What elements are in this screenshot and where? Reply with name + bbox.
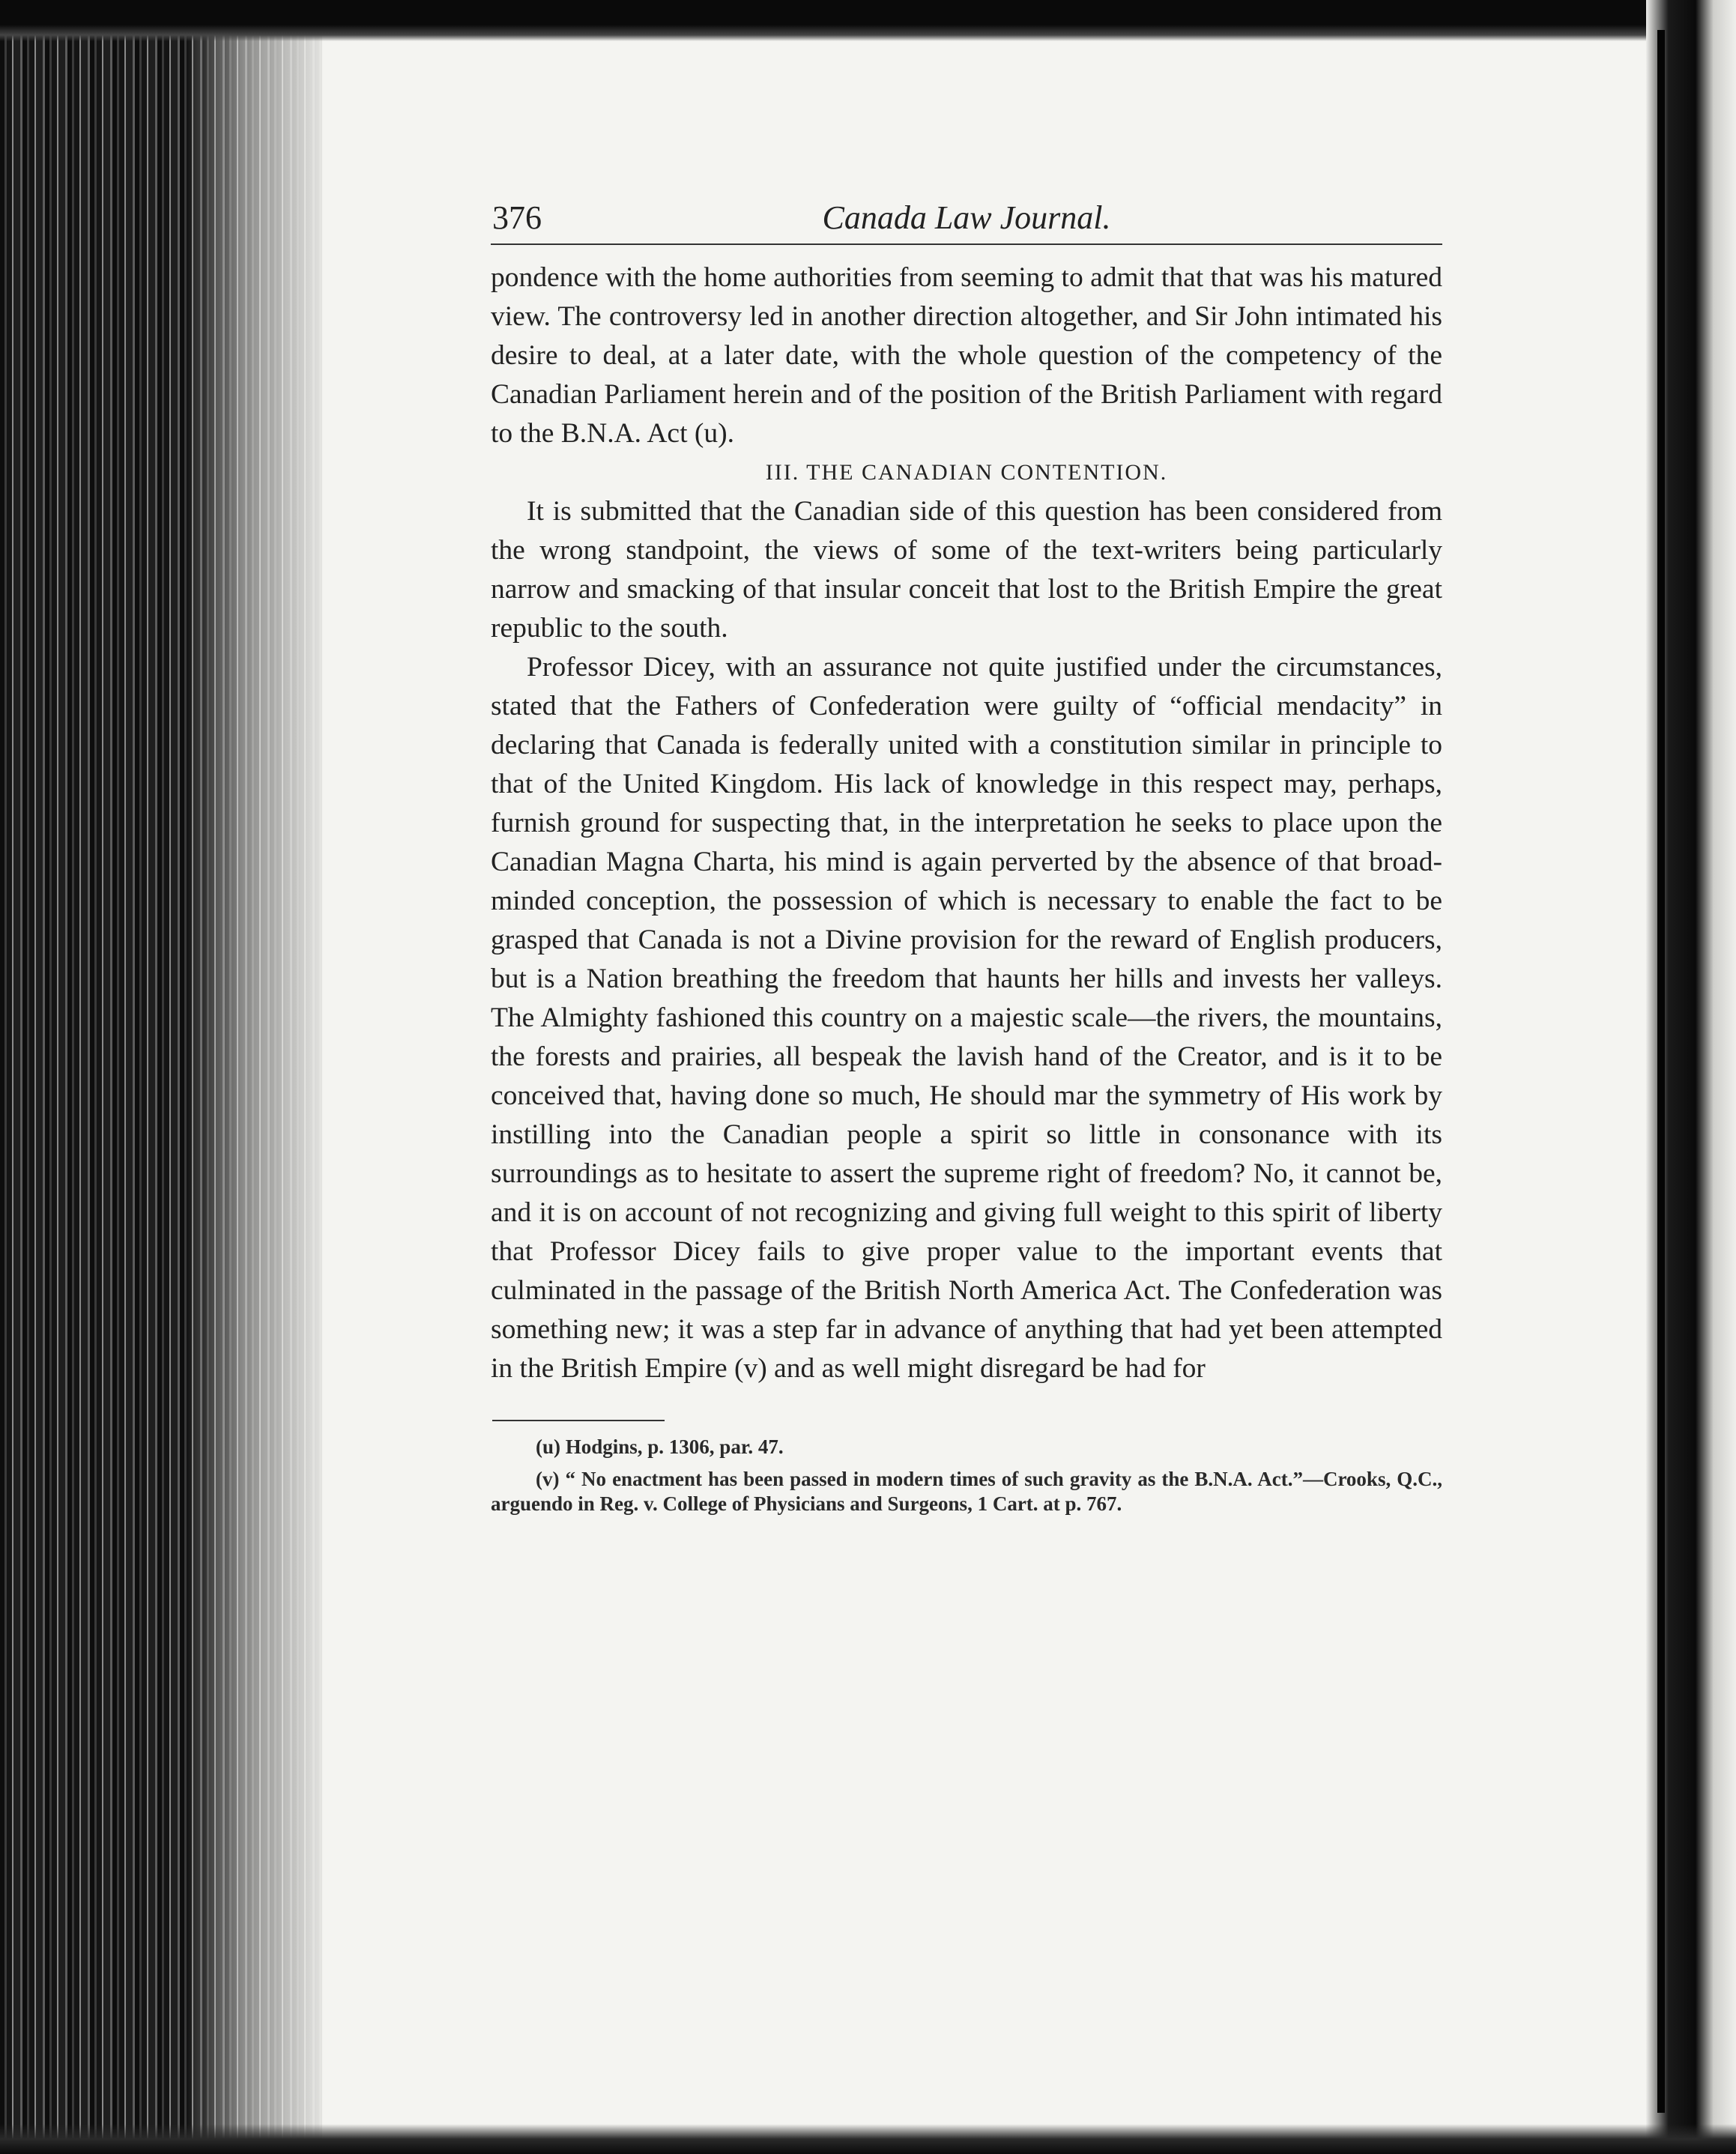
paragraph-canadian-side: It is submitted that the Canadian side of this question has been considered from the wrong standpoint, the views of some of the text-writers being particularly narrow and smacking of that insular conceit that lost to the British Empire the great republic to the south. [491, 496, 1442, 644]
section-heading: III. THE CANADIAN CONTENTION. [765, 460, 1168, 485]
binding-shadow [187, 0, 337, 2154]
footnote-u: (u) Hodgins, p. 1306, par. 47. [536, 1436, 784, 1458]
body-text [491, 258, 1442, 1388]
running-head [491, 191, 1442, 245]
footnotes [491, 1435, 1442, 1516]
paragraph-professor-dicey: Professor Dicey, with an assurance not quite justified under the circumstances, stated that the Fathers of Confederation were guilty of “official mendacity” in declaring that Canada is federally united with a constitution similar in principle to that of the United Kingdom. His lack of knowledge in this respect may, perhaps, furnish ground for suspecting that, in the interpretation he seeks to place upon the Canadian Magna Charta, his mind is again perverted by the absence of that broad-minded conception, the possession of which is necessary to enable the fact to be grasped that Canada is not a Divine provision for the reward of English producers, but is a Nation breathing the freedom that haunts her hills and invests her valleys. The Almighty fashioned this country on a majestic scale—the rivers, the mountains, the forests and prairies, all bespeak the lavish hand of the Creator, and is it to be conceived that, having done so much, He should mar the symmetry of His work by instilling into the Canadian people a spirit so little in consonance with its surroundings as to hesitate to assert the supreme right of freedom? No, it cannot be, and it is on account of not recognizing and giving full weight to this spirit of liberty that Professor Dicey fails to give proper value to the important events that culminated in the passage of the British North America Act. The Confederation was something new; it was a step far in advance of anything that had yet been attempted in the British Empire (v) and as well might disregard be had for [491, 652, 1442, 1384]
paragraph-continuation: pondence with the home authorities from seeming to admit that that was his matured view. The controversy led in another direction altogether, and Sir John intimated his desire to deal, at a later date, with the whole question of the competency of the Canadian Parliament herein and of the position of the British Parliament with regard to the B.N.A. Act (u). [491, 262, 1442, 449]
page-content [491, 191, 1442, 1524]
footnote-divider [492, 1420, 665, 1421]
journal-title: Canada Law Journal. [822, 199, 1111, 236]
page-edge-line [1657, 30, 1665, 2113]
page-number: 376 [492, 199, 542, 236]
footnote-v: (v) “ No enactment has been passed in modern times of such gravity as the B.N.A. Act.”—Crooks, Q.C., arguendo in Reg. v. College of Physicians and Surgeons, 1 Cart. at p. 767. [491, 1468, 1442, 1515]
scan-border-bottom [0, 2124, 1736, 2154]
scan-border-top [0, 0, 1736, 41]
